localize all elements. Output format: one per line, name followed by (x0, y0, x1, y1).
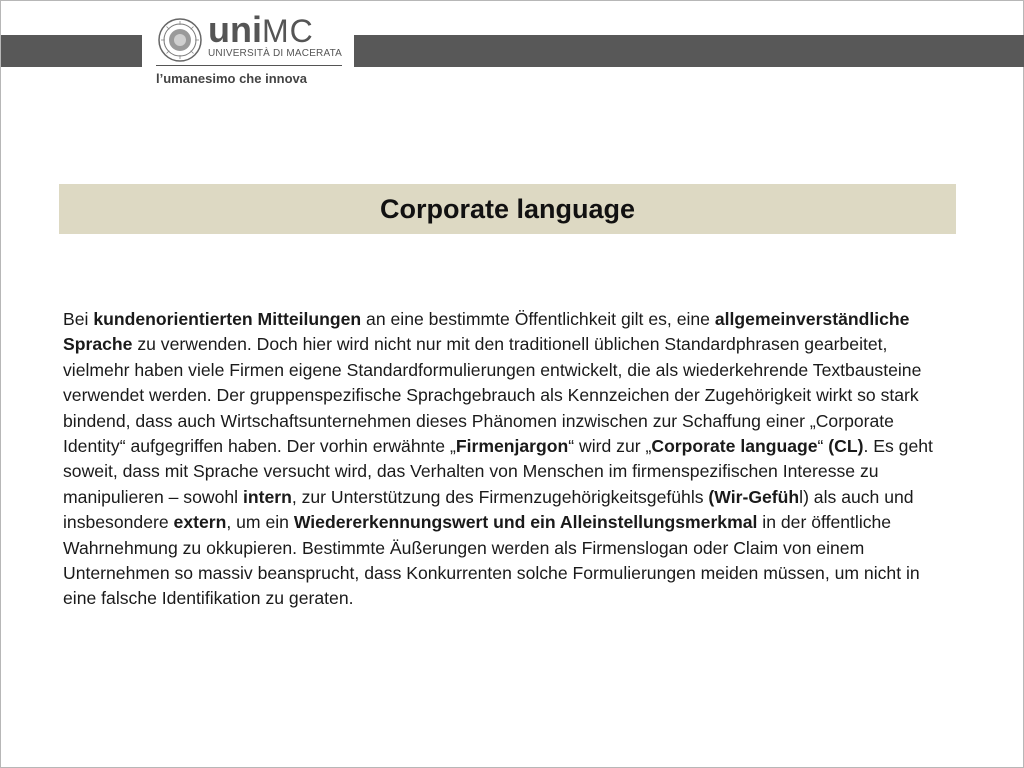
body-bold-term: (Wir-Gefüh (708, 486, 800, 507)
body-text-segment: “ (817, 436, 829, 457)
header-bar-left (1, 35, 142, 67)
body-text-segment: , um ein (226, 512, 294, 533)
logo-brand-regular: MC (261, 13, 314, 49)
body-text (63, 307, 943, 612)
body-bold-term: allgemeinverständliche Sprache (63, 309, 910, 355)
body-bold-term: extern (173, 512, 227, 533)
logo-wordmark (208, 9, 314, 50)
body-text-segment: , zur Unterstützung des Firmenzugehörigkeitsgefühls (291, 486, 709, 507)
body-text-segment: an eine bestimmte Öffentlichkeit gilt es, eine (361, 309, 715, 329)
body-bold-term: (CL) (828, 436, 864, 457)
body-text-segment: . Es geht soweit, dass mit Sprache versucht wird, das Verhalten von Menschen im firmenspezifischen Interesse zu manipulieren – sowohl (63, 436, 933, 507)
body-bold-term: Wiedererkennungswert und ein Alleinstellungsmerkmal (293, 512, 758, 533)
slide-title: Corporate language (379, 193, 636, 224)
body-bold-term: Corporate language (651, 436, 818, 457)
body-text-segment: Bei (63, 309, 94, 329)
body-bold-term: Firmenjargon (455, 436, 569, 457)
header-bar-right (354, 35, 1024, 67)
logo-tagline: l’umanesimo che innova (156, 71, 307, 86)
body-bold-term: kundenorientierten Mitteilungen (93, 309, 362, 329)
logo-divider (156, 65, 342, 66)
logo-subtitle: UNIVERSITÀ DI MACERATA (208, 48, 343, 59)
body-text-segment: “ wird zur „ (568, 436, 652, 457)
title-band (59, 184, 956, 234)
body-bold-term: intern (242, 486, 292, 507)
university-logo (142, 1, 354, 99)
logo-brand-bold: uni (208, 9, 262, 50)
university-seal-icon (158, 18, 202, 62)
body-text-segment: zu verwenden. Doch hier wird nicht nur mit den traditionell üblichen Standardphrasen gearbeitet, vielmehr haben viele Firmen eigene Standardformulierungen entwickelt, die als wiederkehrende Textbausteine verwendet werden. Der gruppenspezifische Sprachgebrauch als Kennzeichen der Zugehörigkeit wirkt so stark bindend, dass auch Wirtschaftsunternehmen dieses Phänomen inzwischen zur Schaffung einer „Corporate Identity“ aufgegriffen haben. Der vorhin erwähnte „ (63, 334, 922, 457)
body-text-segment: l) als auch und insbesondere (63, 486, 914, 533)
body-paragraph (63, 307, 943, 612)
body-text-segment: in der öffentliche Wahrnehmung zu okkupieren. Bestimmte Äußerungen werden als Firmenslogan oder Claim von einem Unternehmen so massiv beansprucht, dass Konkurrenten solche Formulierungen meiden müssen, um nicht in eine falsche Identifikation zu geraten. (63, 512, 920, 609)
